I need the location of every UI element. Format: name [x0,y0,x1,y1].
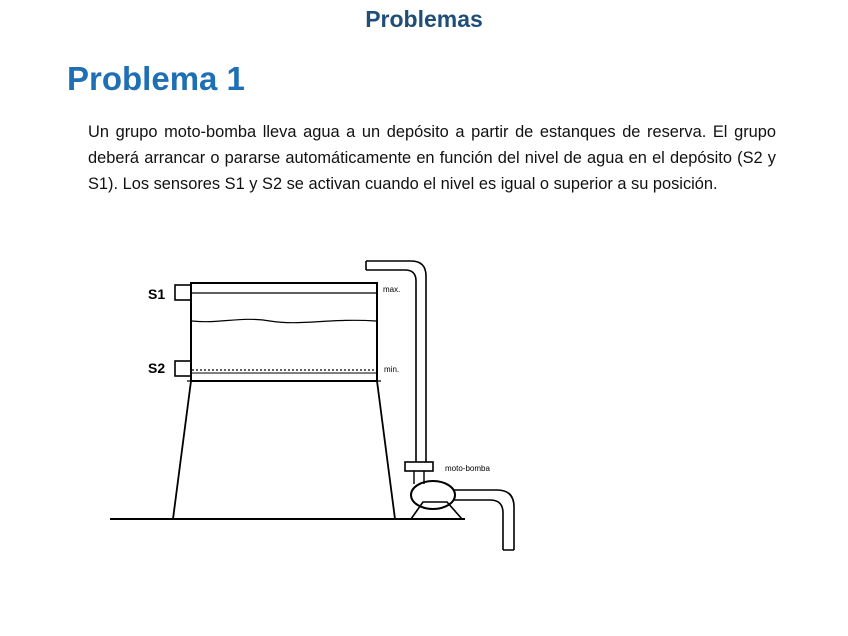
water-surface [192,319,376,322]
tank-support [173,381,395,519]
pump-flange [405,462,433,471]
water-tank [191,283,377,381]
slide-section-title: Problemas [365,6,483,32]
sensor-s1-label: S1 [148,286,166,302]
sensor-s2-label: S2 [148,360,166,376]
problem-heading: Problema 1 [67,60,245,97]
pump-label: moto-bomba [445,464,490,473]
sensor-s2 [175,361,191,376]
sensor-s1 [175,285,191,300]
min-level-label: min. [384,365,400,374]
problem-statement: Un grupo moto-bomba lleva agua a un depósito a partir de estanques de reserva. El grupo deberá arrancar o pararse automáticamente en función del nivel de agua en el depósito (S2 y S1). Los sensores S1 y S2 se activan cuando el nivel es igual o superior a su posición. [88,123,776,193]
pump-body [411,481,455,509]
max-level-label: max. [383,285,401,294]
